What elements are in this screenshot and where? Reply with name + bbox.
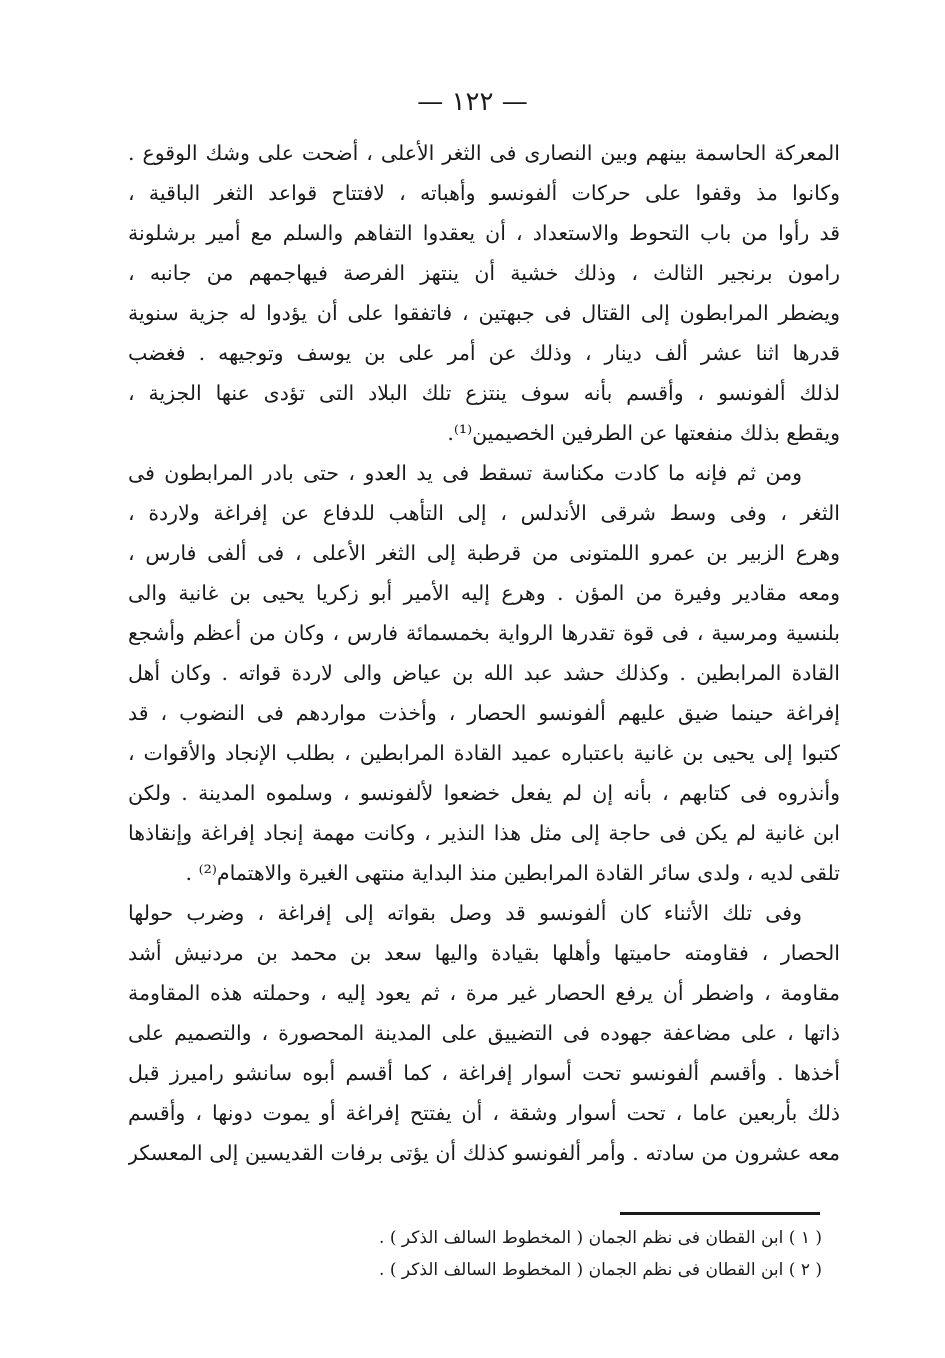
text-line: وهرع الزبير بن عمرو اللمتونى من قرطبة إلى الثغر الأعلى ، فى ألفى فارس ، [128, 541, 840, 565]
body-text [128, 133, 840, 1173]
page-number: — ١٢٢ — [417, 87, 528, 117]
text-line: المعركة الحاسمة بينهم وبين النصارى فى الثغر الأعلى ، أضحت على وشك الوقوع . [128, 141, 840, 165]
text-line: ومن ثم فإنه ما كادت مكناسة تسقط فى يد العدو ، حتى بادر المرابطون فى [128, 461, 802, 485]
text-line: رامون برنجير الثالث ، وذلك خشية أن ينتهز الفرصة فيهاجمهم من جانبه ، [128, 261, 840, 285]
text-line: ويضطر المرابطون إلى القتال فى جبهتين ، فاتفقوا على أن يؤدوا له جزية سنوية [128, 301, 840, 325]
footnote-separator [620, 1212, 820, 1215]
text-line: لذلك ألفونسو ، وأقسم بأنه سوف ينتزع تلك البلاد التى تؤدى عنها الجزية ، [128, 381, 840, 405]
footnotes [128, 1222, 822, 1286]
text-line: ذاتها ، على مضاعفة جهوده فى التضييق على المدينة المحصورة ، والتصميم على [128, 1021, 840, 1045]
text-line: كتبوا إلى يحيى بن غانية باعتباره عميد القادة المرابطين ، بطلب الإنجاد والأقوات ، [128, 741, 840, 765]
footnote: ( ١ ) ابن القطان فى نظم الجمان ( المخطوط السالف الذكر ) . [379, 1228, 822, 1248]
text-line: ابن غانية لم يكن فى حاجة إلى مثل هذا النذير ، وكانت مهمة إنجاد إفراغة وإنقاذها [128, 821, 840, 845]
footnote: ( ٢ ) ابن القطان فى نظم الجمان ( المخطوط السالف الذكر ) . [379, 1260, 822, 1280]
text-line: معه عشرون من سادته . وأمر ألفونسو كذلك أن يؤتى برفات القديسين إلى المعسكر [128, 1141, 840, 1165]
text-line: الحصار ، فقاومته حاميتها وأهلها بقيادة واليها سعد بن محمد بن مردنيش أشد [128, 941, 840, 965]
text-line: ومعه مقادير وفيرة من المؤن . وهرع إليه الأمير أبو زكريا يحيى بن غانية والى [128, 581, 840, 605]
text-line: الثغر ، وفى وسط شرقى الأندلس ، إلى التأهب للدفاع عن إفراغة ولاردة ، [128, 501, 840, 525]
text-line: وأنذروه فى كتابهم ، بأنه إن لم يفعل خضعوا لألفونسو ، وسلموه المدينة . ولكن [128, 781, 840, 805]
text-line: تلقى لديه ، ولدى سائر القادة المرابطين منذ البداية منتهى الغيرة والاهتمام⁽²⁾ . [185, 861, 840, 885]
text-line: وكانوا مذ وقفوا على حركات ألفونسو وأهباته ، لافتتاح قواعد الثغر الباقية ، [128, 181, 840, 205]
text-line: قدرها اثنا عشر ألف دينار ، وذلك عن أمر على بن يوسف وتوجيهه . فغضب [128, 341, 840, 365]
text-line: قد رأوا من باب التحوط والاستعداد ، أن يعقدوا التفاهم والسلم مع أمير برشلونة [128, 221, 840, 245]
text-line: ذلك بأربعين عاما ، تحت أسوار وشقة ، أن يفتتح إفراغة أو يموت دونها ، وأقسم [128, 1101, 840, 1125]
text-line: القادة المرابطين . وكذلك حشد عبد الله بن عياض والى لاردة قواته . وكان أهل [128, 661, 840, 685]
text-line: إفراغة حينما ضيق عليهم ألفونسو الحصار ، وأخذت مواردهم فى النضوب ، قد [128, 701, 840, 725]
text-line: أخذها . وأقسم ألفونسو تحت أسوار إفراغة ، كما أقسم أبوه سانشو راميرز قبل [128, 1061, 840, 1085]
text-line: مقاومة ، واضطر أن يرفع الحصار غير مرة ، ثم يعود إليه ، وحملته هذه المقاومة [128, 981, 840, 1005]
text-line: ويقطع بذلك منفعتها عن الطرفين الخصيمين⁽¹⁾. [447, 421, 840, 445]
text-line: وفى تلك الأثناء كان ألفونسو قد وصل بقواته إلى إفراغة ، وضرب حولها [128, 901, 802, 925]
text-line: بلنسية ومرسية ، فى قوة تقدرها الرواية بخمسمائة فارس ، وكان من أعظم وأشجع [128, 621, 840, 645]
